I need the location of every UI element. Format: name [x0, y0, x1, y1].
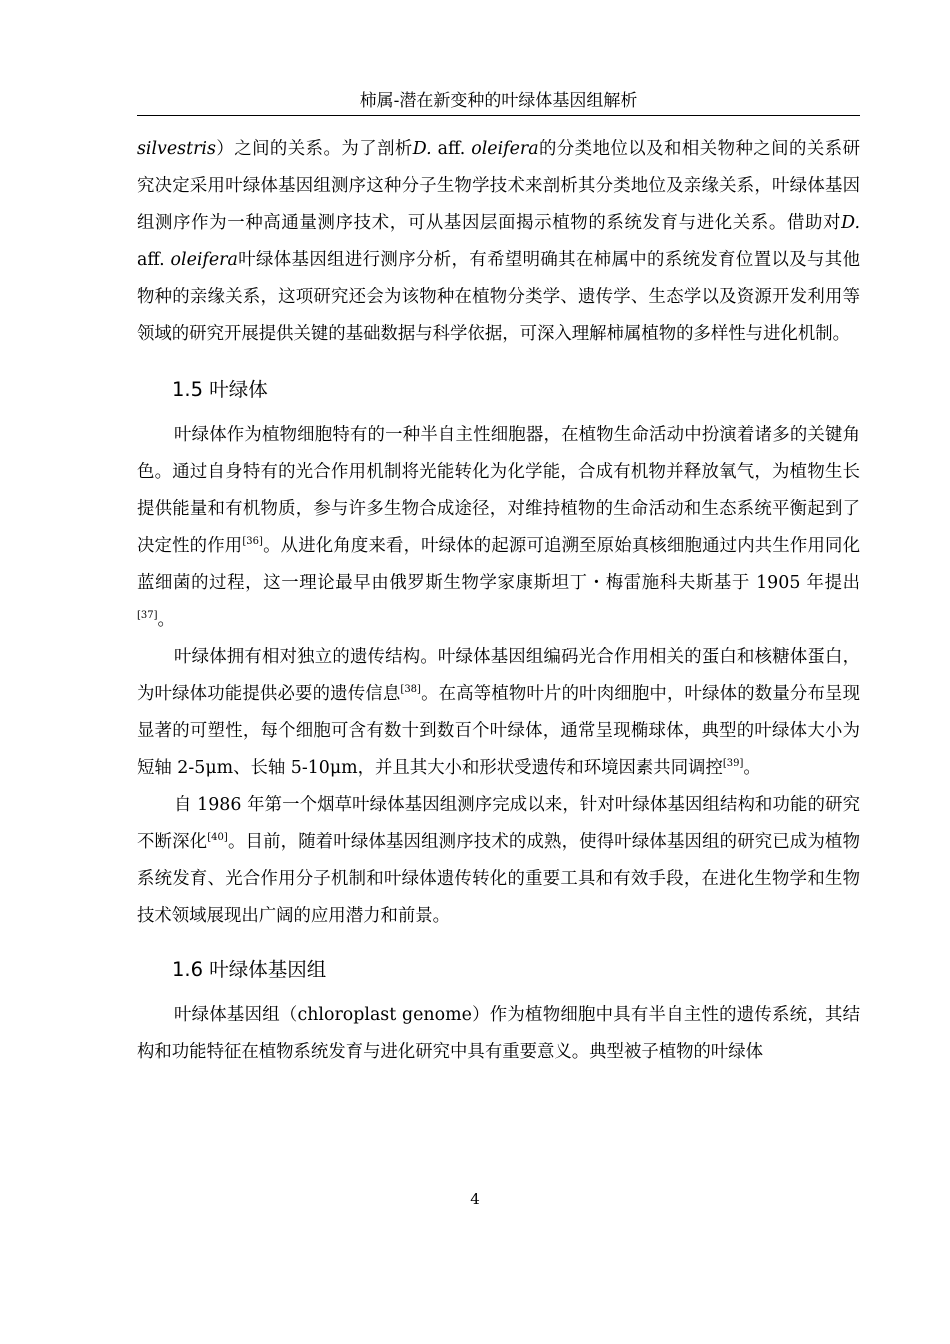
citation-ref[interactable]: [39]	[722, 758, 744, 769]
paragraph: 叶绿体基因组（chloroplast genome）作为植物细胞中具有半自主性的遗传系统，其结构和功能特征在植物系统发育与进化研究中具有重要意义。典型被子植物的叶绿体	[137, 1005, 860, 1062]
paragraph-continued: silvestris）之间的关系。为了剖析D. aff. oleifera的分类地位以及和相关物种之间的关系研究决定采用叶绿体基因组测序这种分子生物学技术来剖析其分类地位及亲缘关系，叶绿体基因组测序作为一种高通量测序技术，可从基因层面揭示植物的系统发育与进化关系。借助对D. aff. oleifera叶绿体基因组进行测序分析，有希望明确其在柿属中的系统发育位置以及与其他物种的亲缘关系，这项研究还会为该物种在植物分类学、遗传学、生态学以及资源开发利用等领域的研究开展提供关键的基础数据与科学依据，可深入理解柿属植物的多样性与进化机制。	[137, 139, 860, 344]
species-name: oleifera	[170, 250, 238, 270]
page-number: 4	[470, 1190, 480, 1208]
paragraph: 自 1986 年第一个烟草叶绿体基因组测序完成以来，针对叶绿体基因组结构和功能的研究不断深化[40]。目前，随着叶绿体基因组测序技术的成熟，使得叶绿体基因组的研究已成为植物系统发育、光合作用分子机制和叶绿体遗传转化的重要工具和有效手段，在进化生物学和生物技术领域展现出广阔的应用潜力和前景。	[137, 795, 860, 926]
section-heading-chloroplast: 1.5 叶绿体	[172, 378, 268, 401]
section-heading-chloroplast-genome: 1.6 叶绿体基因组	[172, 958, 327, 981]
paragraph: 叶绿体作为植物细胞特有的一种半自主性细胞器，在植物生命活动中扮演着诸多的关键角色。通过自身特有的光合作用机制将光能转化为化学能，合成有机物并释放氧气，为植物生长提供能量和有机物质，参与许多生物合成途径，对维持植物的生命活动和生态系统平衡起到了决定性的作用[36]。从进化角度来看，叶绿体的起源可追溯至原始真核细胞通过内共生作用同化蓝细菌的过程，这一理论最早由俄罗斯生物学家康斯坦丁・梅雷施科夫斯基于 1905 年提出[37]。	[137, 425, 860, 630]
citation-ref[interactable]: [36]	[242, 536, 263, 547]
citation-ref[interactable]: [40]	[207, 832, 228, 843]
running-header: 柿属-潜在新变种的叶绿体基因组解析	[359, 91, 638, 111]
citation-ref[interactable]: [38]	[400, 684, 421, 695]
genus-abbrev: D.	[841, 213, 860, 233]
species-name: oleifera	[471, 139, 539, 159]
page-body	[137, 131, 860, 1071]
species-epithet: silvestris	[137, 139, 216, 159]
header-rule	[137, 115, 860, 116]
citation-ref[interactable]: [37]	[137, 610, 158, 621]
paragraph: 叶绿体拥有相对独立的遗传结构。叶绿体基因组编码光合作用相关的蛋白和核糖体蛋白，为叶绿体功能提供必要的遗传信息[38]。在高等植物叶片的叶肉细胞中，叶绿体的数量分布呈现显著的可塑性，每个细胞可含有数十到数百个叶绿体，通常呈现椭球体，典型的叶绿体大小为短轴 2-5μm、长轴 5-10μm，并且其大小和形状受遗传和环境因素共同调控[39]。	[137, 647, 860, 778]
genus-abbrev: D.	[412, 139, 432, 159]
